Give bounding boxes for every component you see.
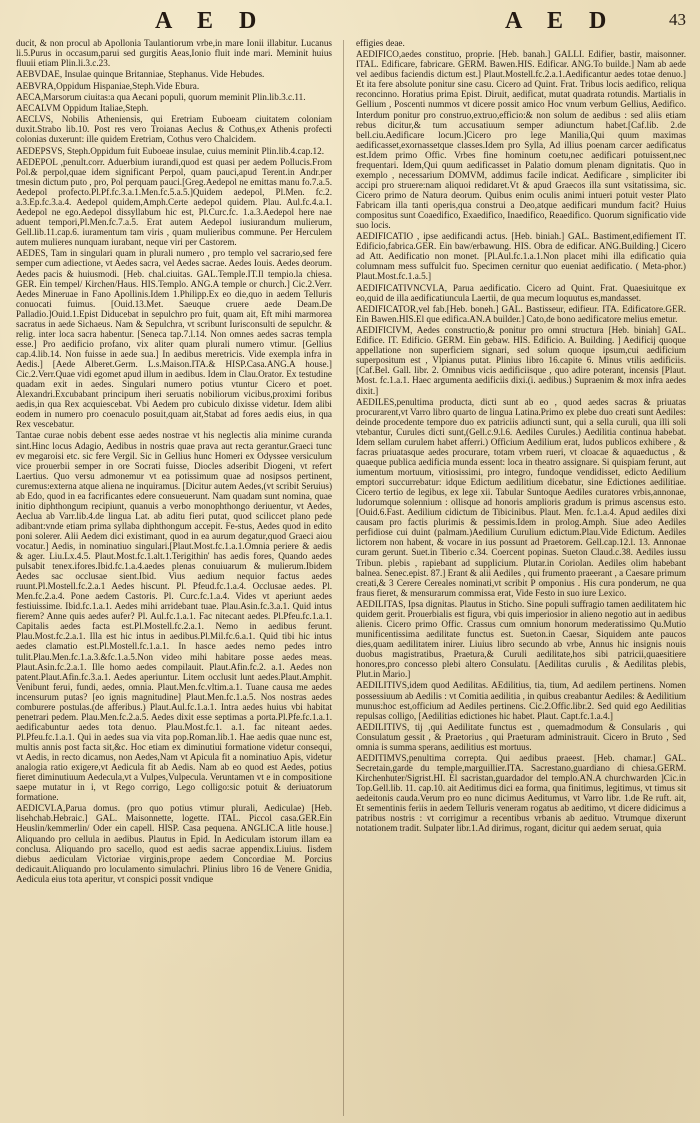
left-column [16,38,332,1118]
entry-aedifico: AEDIFICO,aedes constituo, proprie. [Heb. banah.] GALLI. Edifier, bastir, maisonner. ITAL. Edificare, fabricare. GERM. Bawen.HIS. Edificar. ANG.To builde.] Nam ab aede vel aedibus faciendis dictum est.] Plaut.Mostell.fc.2.a.1.Aedificantur aedes totae denuo.] Et ita fere absolute ponitur sine casu. Cicero ad Quint. Frat. Tribus locis aedifico, reliqua reconcinno. Horatius prima Epist. Diruit, aedificat, mutat quadrata rotundis. Martialis in Gellium , Poscenti nummos vt dicere possit amico Hoc vnum verbum Gellius, Aedifico. Interdum ponitur pro construo,extruo,efficio:& non solum de aedibus : sed aliis etiam rebus dicitur,& tum accusatiuum semper adiunctum habet.[Caf.lib. 2.de bell.ciu.Aedificare locum.]Cicero pro lege Manilia,Qui quum maximas aedificasset,exornassetque classes.Idem pro Sylla, Ad illius poenam carcer aedificatus est.Idem primo Offic. Vrbes fine hominum coetu,nec aedificari potuissent,nec frequentari. Idem,Qui quum aedificasset in Palatio domum plenam dignitatis. Quo in exemplo , necessarium DOMVM, addimus facile indicat. Aedificare , simpliciter ibi accipi pro struere:nam aliquoi redidaret.Vt & apud Graecos illa sunt vsitatissima, sic. Cicero primo de Natura deorum. Quibus enim oculis animi intueri potuit vester Plato Fabricam illa tanti operis,qua construi a Deo,atque aedificari mundum facit? Huius compositus sunt Coaedifico, Exaedifico, Inaedifico, Reaedifico. Quorum significatio vide suo locis. [356,49,686,231]
running-head-right: A E D [505,8,617,34]
entry-aedes-adage: Tantae curae nobis debent esse aedes nostrae vt his neglectis alia minime curanda sint.Hinc locus Adagio, Aedibus in nostris quae prava aut recta gerantur.Graeci tunc ev megaroisi etc. sic fere Vergil. Sic in Gellius hunc Homeri ex Odyssee versiculum vice prouerbii semper in ore Socrati fuisse, Diocles adseribit Diogeni, vt refert Laertius. Quo versu admonemur vt ea potissimum quae ad nosipsos pertinent, curemus:externa atque aliena ne inquiramus. [Dicitur autem Aedes,(vt scribit Seruius) ab Edo, quod in ea facrificantes edere consueuerunt. Nam quadam sunt nomina, quae initio diphthongum recipiunt, quanuis a verbo monophthongo deriuentur, vt Aedes, Aeclua ab Varr.lib.4.de lingua Lat. ab aditu fieri putat, quod sciliccet plano pede adibant:vnde etiam prima syllaba diphthongum accepit. Fe-stus, Aedes quod in edito poni solerer. Alii Aedem dici existimant, quod in ea aurum degatur,quod Graeci aiou vocatur.] Aedis, in nominatiuo singulari.[Plaut.Most.fc.1.a.1.Omnia periere & aedis & ager. Liu.Lx.4.5. Plaut.Most.fc.1.alt.1.Terigithin' has aedis fores, Quando aedes pulsabit tenex.ifores.Ibid.fc.1.a.4.aedes plenas conuiuarum & mulierum.Ibidem Aedes sac occlusae sient.Ibid. Vius aedium nequior factus aedes ruunt.Pl.Mostell.fc.2.a.1 Aedes hiscunt. Pl. Pfeud.fc.1.a.4. Occlusae aedes. Pl. Men.fc.2.a.4. Pone aedem Castoris. Pl. Curc.fc.1.a.4. Vides vt aperiunt aedes festiuissime. Ibid.fc.1.a.1. Aedes mihi arridebant tuae. Plau.Asin.fc.3.a.1. Quid intus fierem? Anne quis aedes aufer? Pl. Aul.fc.1.a.1. Fac nitecant aedes. Pl.Pfeu.fc.1.a.1. Capitalis aedes facta est.Pl.Mostell.fc.2.a.1. Nemo in aedibus ferunt. Plau.Most.fc.2.a.1. Illa est hic intus in aedibus.Pl.Mil.fc.6.a.1. Quid tibi hic intus aedes clamatio est.Pl.Mostell.fc.1.a.1. In hasce aedes nemo pedes intro tulit.Plau.Men.fc.1.a.3.&fc.1.a.5.Non video mihi habitare posse aedes meas. Plaut.Asin.fc.2.a.1. Ille homo aedes compilauit. Plaut.Afin.fc.2. a.1. Aedes non patent.Plaut.Afin.fc.3.a.1. Aedes aperiuntur. Litem occlusit lunt aedes.Plaut.Amphit. Venibunt ferui, fundi, aedes, omnia. Plaut.Men.fc.vltim.a.1. Tuane causa me aedes incensurum putas? [eo ignis magnitudine] Plaut.Men.fc.1.a.5. Nos nostras aedes comburere postulas.(de afferibus.) Plaut.Aul.fc.1.a.1. Intra aedes huius vbi habitat penetrari pedem. Plau.Men.fc.2.a.5. Aedes dixit esse septimas a porta.Pl.Pfe.fc.1.a.1. aedificabuntur aedes tota denuo. Plau.Most.fc.1. a.1. fac niteant aedes. Pl.Pfeu.fc.1.a.1. Qui in aedes sua via vita pop.Roman.lib.1. Hae aedis quae nunc est, multis annis post facta sit,&c. Hoc etiam ex diminutiui formatione videtur consequi, vt Aedis, in recto dicamus, non Aedes,Nam vt Apicula fit a nominatiuo Apis, videtur analogia ratio exigere,vt Aedicula fit ab Aedis. Nam ab eo quod est Aedes, potius fieret diminutiuum Aedecula,vt a Vulpes,Vulpecula. Veruntamen vt e in compositione saepe mutatur in i, vt Rego corrigo, Lego colligo:sic potuit & deriuatorum formatione. [16,430,332,803]
entry-aediles: AEDILES,penultima producta, dicti sunt ab eo , quod aedes sacras & priuatas procurarent,vt Varro libro quarto de lingua Latina.Primo ex plebe duo creati sunt Aediles: deinde procedente tempore duo ex patriciis adiuncti sunt, qui a sella curuli, qua illi soli vtebantur, Curules dicti sunt,(Gell.c.9.l.6. Aediles Curules.) Aedilitia continua habebat. Idem sellam curulem habet afferri.) Officium Aedilium erat, ludos publicos exhibere , & facras priuatasque aedes procurare, totam vrbem rueri, vt cloacae & aquaeductus , & quaeque publica aedificia munda essent: loca in theatro assignare. Si quispiam ferunt, aut iumentum mortuum, vitiosissimi, pro integro, fundoque vendidisset, edicto Aedilium emptori succurrebatur: idque Edictum aedilitium dicebatur, sine Edictiones aedilitiae. Cicero tertio de legibus, ex lege xii. Tabular Suntoque Aediles curatores vrbis,annonae, ludorumque solennium : ollisque ad honoris amplioris gradum is primus ascensus esto.[Ouid.6.Fast. Aedilium cidictum de Tibicinibus. Plaut. Men. fc.1.a.4. Apud aediles dixi causam pro factis plurimis & pessimis.Idem in prolog.Amph. Siue adeo Aediles perfidiose cui duint (palmam.)Aedilium Curulium edictum.Plau.Vide Edictum. Aediles lictorem non habent, & vocare in ius possunt ad Praetorem. Gell.cap.12.l. 13. Annonae curam gerunt. Suet.in Tiberio c.34. Coercent popinas. Sueton Claud.c.38. Aediles iussu Tribun. plebis , rapiebant ad supplicium. Plutar.in Coriolan. Aediles olim habebant balnea. Senec.epist. 87.] Erant & alii Aediles , qui frumento praeerant , a Caesare primum creati,& 3 Cerere Cereales nominati,vt scribit P omponius . His cura ponderum, ne qua fraus fieret, & mensurarum commissa erat, Vide Festo in suo iure Lexico. [356,396,686,598]
entry-aebura: AEBVRA,Oppidum Hispaniae,Steph.Vide Ebura. [16,80,200,91]
entry-aedicula-continued: effigies deae. [356,38,405,48]
entry-aecalum: AECALVM Oppidum Italiae,Steph. [16,103,149,114]
entry-aedificium: AEDIFICIVM, Aedes constructio,& ponitur pro omni structura [Heb. biniah] GAL. Edifice. IT. Edificio. GERM. Ein gebaw. HIS. Edificio. A. Building. ] Aedificij quoque appellatione non superficiem signari, sed solum quoque ipsum,cui aedificium superpositum est , Vlpianus putat. Plinius libro 16.capite 6. Minus vtilis aedificiis. [Caf.Bel. Gall. libr. 2. Omnibus vicis aedificiisque , quo adire poterant, incensis [Plaut. Most. fc.1.a.1. Haec argumenta aedificiis dixi.(i. aedibus.) Supraenim & mox infra aedes dixit.] [356,325,686,396]
entry-aeditimus: AEDITIMVS,penultima correpta. Qui aedibus praeest. [Heb. chamar.] GAL. Secretain,garde du temple,marguillier.ITA. Sacrestano,guardiano di chiesa.GERM. Kirchenhuter/Sigrist.HI. El sacristan,guardador del templo.AN.A churchwarden ]Cic.in Top.Gell.lib. 11. cap.10. ait Aeditimus dici ea forma, qua finitimus, legitimus, vt timus sit aedeitonis cauda.Verum pro eo nunc dicimus Aeditumus, vt Varro libr. 1.de Re ruft. ait, Et sementinis feriis in aedem Telluris veneram rogatus ab aeditimo, vt dicere didicimus a patribus nostris : vt corrigimur a recentibus vrbanis ab aedituo. Vtrumque dixerunt notationem tradit. Sulpater libr.1.Ad dirimus, rogant, dicitur qui aedem seruat, quia [356,753,686,834]
entry-aedificatio: AEDIFICATIO , ipse aedificandi actus. [Heb. biniah.] GAL. Bastiment,edifiement IT. Edificio,fabrica.GER. Ein baw/erbawung. HIS. Obra de edificar. ANG.Building.] Cicero ad Att. Aedificatio non monet. [Pl.Aul.fc.1.a.1.Non placet mihi illa edificatio quia columnam mess suffulcit fuo. Specimen cernitur quo eueniat aedificatio. ( Meta-phor.) Plaut.Most.fc.1.a.5.] [356,231,686,282]
entry-aeclus: AECLVS, Nobilis Atheniensis, qui Eretriam Euboeam ciuitatem coloniam duxit.Strabo lib.10. Post res vero Troianas Aeclus & Cothus,ex Athenis profecti colonias duxerunt: ille quidem Eretriam, Cothus vero Chalcidem. [16,114,332,145]
entry-aedepol: AEDEPOL ,penult.corr. Aduerbium iurandi,quod est quasi per aedem Pollucis.From Pol.& perpol,quae idem significant Perpol, quam pauci,apud Terent.in Andr.per tmesin dictum puto , pro, Pol perquam pauci.[Greg.Aedepol ne emittas manu fo.7.a.5. Aedepol profecto.Pl.Pf.fc.3.a.1.Men.fc.5.a.5.]Quidem aedepol, Pl.Men. fc.2. a.3.Ep.fc.3.a.4. Aedepol quidem,Amph.Certe aedepol quidem. Plau. Aul.fc.4.a.1. Aedepol ne ego.Aedepol dissyllabum hic est, Pl.Curc.fc. 1.a.3.Aedepol here nae aduent tempori,Pl.Men.fc.7.a.5. Erat autem Aedepol iusiurandum mulierum, Gell.lib.11.cap.6. iuramentum tam viris , quam mulieribus commune. Per Herculem autem mulieres nunquam iurabant, neque viri per Castorem. [16,156,332,248]
page-number: 43 [669,10,686,29]
column-divider [343,40,344,1116]
running-head [0,6,700,36]
entry-aeca: AECA,Marsorum ciuitas:a qua Aecani populi, quorum meminit Plin.lib.3.c.11. [16,91,306,102]
entry-aedilitas: AEDILITAS, Ipsa dignitas. Plautus in Sticho. Sine populi suffragio tamen aedilitatem hic quidem gerit. Prouerbialis est figura, vbi quis imperiosior in alieno negotio aut in aedibus alienis. Cicero primo Offic. Crassus cum omnium honorum mederatissimo Qu.Mutio munificentissima aedilitate functus est. Sueton.in Caesar, Siquidem ante paucos dies,quam aedilitatem inirer. Liuius libro secundo ab vrbe, Annus hic insignis nouis duobus magistratibus, Praetura,& Curuli aedilitate,hos sibi patricii,quaesitiere honores,pro concesso plebi altero Consulatu. [Aedilitas curulis , & Aedilitas plebis, Plut.in Mario.] [356,598,686,680]
entry-aeas-continued: ducit, & non procul ab Apollonia Taulantiorum vrbe,in mare Ionii illabitur. Lucanus li.5.Purus in occasum,parui sed gurgitis Aeas,Ionio fluit inde mari. Meminit huius fluuii etiam Plin.li.3.c.23. [16,38,332,69]
entry-aedepsus: AEDEPSVS, Steph.Oppidum fuit Euboeae insulae, cuius meminit Plin.lib.4.cap.12. [16,145,325,156]
running-head-left: A E D [155,8,267,34]
right-column [356,38,686,1118]
entry-aedificatiuncula: AEDIFICATIVNCVLA, Parua aedificatio. Cicero ad Quint. Frat. Quaesiuitque ex eo,quid de illa aedificatiuncula Laertii, de qua mecum loquutus es,mandasset. [356,282,686,303]
entry-aedes: AEDES, Tam in singulari quam in plurali numero , pro templo vel sacrario,sed fere semper cum adiectione, vt Aedes sacra, vel Aedes sacrae. Aedes Iouis. Aedes deorum. Aedes pacis & huiusmodi. [Heb. chal.ciuitas. GAL.Temple.IT.Il tempio.la chiesa. GER. Ein tempel/ Kirchen/Haus. HIS.Templo. ANG.A temple or church.] Cic.2.Verr. Aedes Mineruae in Fano Apollinis.Idem 1.Philipp.Ex eo die,quo in aedem Telluris conuocati fuimus. [Ouid.13.Met. Saeuque cruere aede Deam.De Palladio.]Ouid.1.Epist Diducebat in sepulchro pro fuit, quam ait, Eft mihi marmorea sacratus in aede Sichaeus. Nam & Sepulchra, vt scribunt Iurisconsulti de sepulchr. & relig. inter loca sacra habentur. [Seneca tap.7.l.14. Non omnes aedes sacras templa esse.] Pro aedificio profano, vix aliter quam plurali numero vtimur. [Gellius cap.4.lib.14. Non fuisse in aede sua.] In aedibus meretricis. Vide exempla infra in Aedis.] [Aede Alberet.Germ. L.s.Maison.ITA.& HISP.Casa.ANG.A house.] Cic.2.Verr.Quae vidi egomet apud illum in aedibus. Idem in Clau.Orator. Ex testudine quadam exit in aedes. Singulari numero potius vtuntur Cicero et poet. Alexandri.Excubabant principum iheri seruatis nobiliorum vicibus,proximi foribus aedis,in qua Rex acquiescebat. Vbi Aedem pro cubiculo dixisse videtur. Idem alibi eodem in numero pro coenaculo posuit,quam ait,Stabat ad fores aedis eius, in qua Rex vescebatur. [16,248,332,430]
entry-aedicula: AEDICVLA,Parua domus. (pro quo potius vtimur plurali, Aediculae) [Heb. lisehchab.Hebraic.] GAL. Maisonnette, logette. ITAL. Piccol casa.GER.Ein Heuslin/kemmerlin/ Oder ein capell. HISP. Casa pequena. ANGLIC.A litle house.] Aliquando pro cellula in aedibus. Plautus in Epid. In Aediculam istorum illam ea conclusa. Aliquando pro sacello, quod est aedis sacrae appendix.Liuius. Iisdem diebus aediculam Victoriae virginis,prope aedem Concordiae M. Porcius dedicauit.Aliquando pro loculamento simulachri. Plinius libro 16 de Venere Gnidia, Aedicula eius tota aperitur, vt conspici possit vndique [16,803,332,884]
entry-aedilitius-adj: AEDILITIVS,idem quod Aedilitas. AEdilitius, tia, tium, Ad aedilem pertinens. Nomen possessiuum ab Aedilis : vt Comitia aedilitia , in quibus creabantur Aediles: & Aedilitium munus:hoc est,officium ad Aediles pertinens. Cic.2.Offic.libr.2. Sed quid ego Aedilitias repulsas colligo, [Aedilitias edictiones hic habet. Plaut. Capt.fc.1.a.4.] [356,680,686,721]
entry-aebudae: AEBVDAE, Insulae quinque Britanniae, Stephanus. Vide Hebudes. [16,69,265,80]
entry-aedilitius-noun: AEDILITIVS, tij ,qui Aedilitate functus est , quemadmodum & Consularis , qui Consulatum gessit , & Praetorius , qui Praeturam administrauit. Cicero in Bruto , Sed omnia is summa sperans, aedilitius est mortuus. [356,721,686,752]
entry-aedificator: AEDIFICATOR,vel fab.[Heb. boneh.] GAL. Bastisseur, edifieur. ITA. Edificatore.GER. Ein Bawen.HIS.El que edifica.AN.A builder.] Cato,de bono aedificatore melius emetur. [356,303,686,325]
